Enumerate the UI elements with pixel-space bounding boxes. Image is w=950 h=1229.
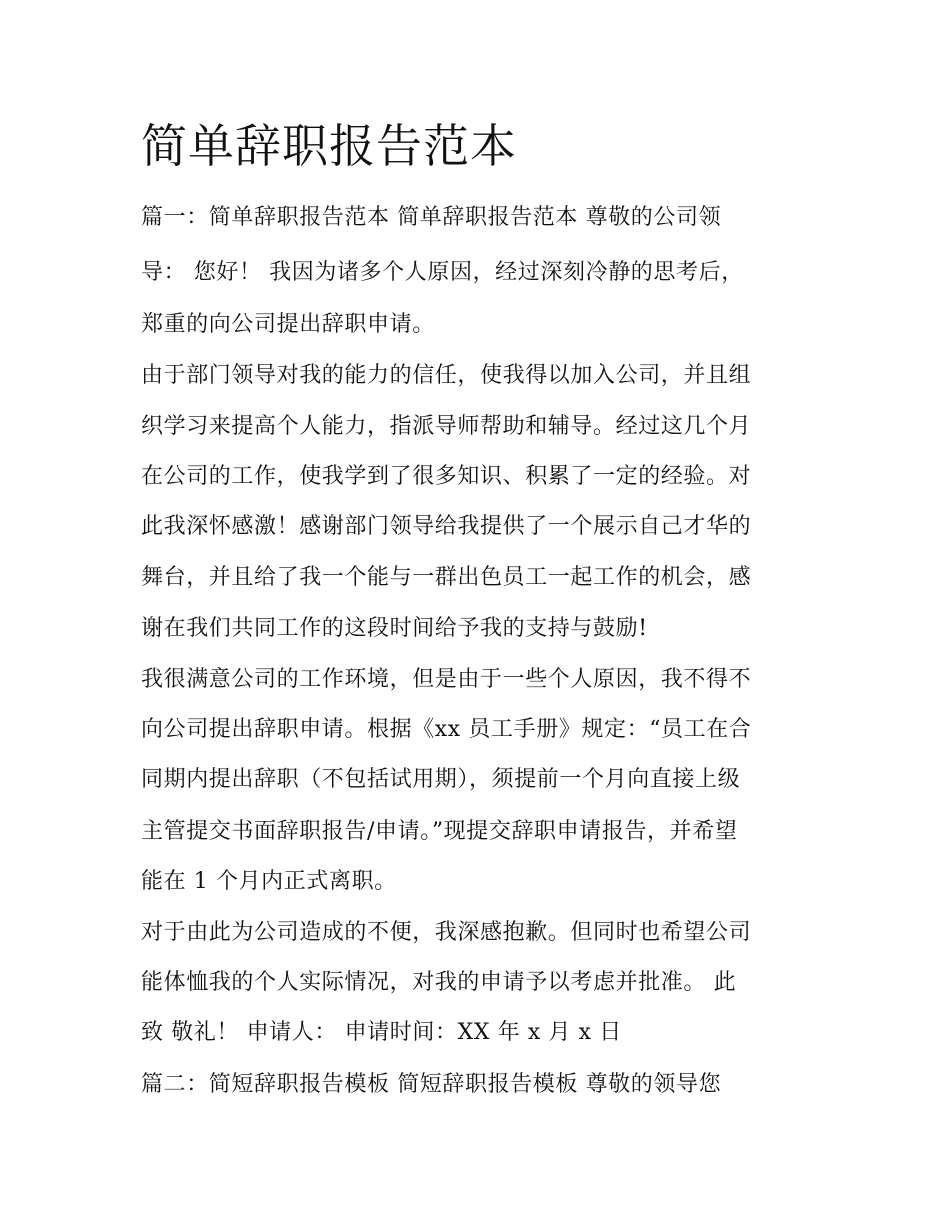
body-line: 舞台，并且给了我一个能与一群出色员工一起工作的机会，感 <box>141 565 752 590</box>
document-title: 简单辞职报告范本 <box>141 119 517 173</box>
body-line: 导： 您好！ 我因为诸多个人原因，经过深刻冷静的思考后， <box>141 260 744 285</box>
body-line: 能在 1 个月内正式离职。 <box>141 869 397 894</box>
body-line: 能体恤我的个人实际情况，对我的申请予以考虑并批准。 此 <box>141 970 737 995</box>
body-line: 致 敬礼！ 申请人： 申请时间：XX 年 x 月 x 日 <box>141 1020 622 1045</box>
body-line: 同期内提出辞职（不包括试用期），须提前一个月向直接上级 <box>141 767 741 792</box>
body-line: 篇一：简单辞职报告范本 简单辞职报告范本 尊敬的公司领 <box>141 205 722 230</box>
body-line: 此我深怀感激！感谢部门领导给我提供了一个展示自己才华的 <box>141 514 752 539</box>
body-line: 由于部门领导对我的能力的信任，使我得以加入公司，并且组 <box>141 363 752 388</box>
body-line: 篇二：简短辞职报告模板 简短辞职报告模板 尊敬的领导您 <box>141 1072 722 1097</box>
body-line: 织学习来提高个人能力，指派导师帮助和辅导。经过这几个月 <box>141 414 752 439</box>
body-line: 向公司提出辞职申请。根据《xx 员工手册》规定：“员工在合 <box>141 717 752 742</box>
body-line: 谢在我们共同工作的这段时间给予我的支持与鼓励! <box>141 616 648 641</box>
body-line: 对于由此为公司造成的不便，我深感抱歉。但同时也希望公司 <box>141 920 752 945</box>
body-line: 郑重的向公司提出辞职申请。 <box>141 312 435 337</box>
body-line: 在公司的工作，使我学到了很多知识、积累了一定的经验。对 <box>141 464 752 489</box>
body-line: 主管提交书面辞职报告/申请。”现提交辞职申请报告，并希望 <box>141 819 738 844</box>
body-line: 我很满意公司的工作环境，但是由于一些个人原因，我不得不 <box>141 667 752 692</box>
